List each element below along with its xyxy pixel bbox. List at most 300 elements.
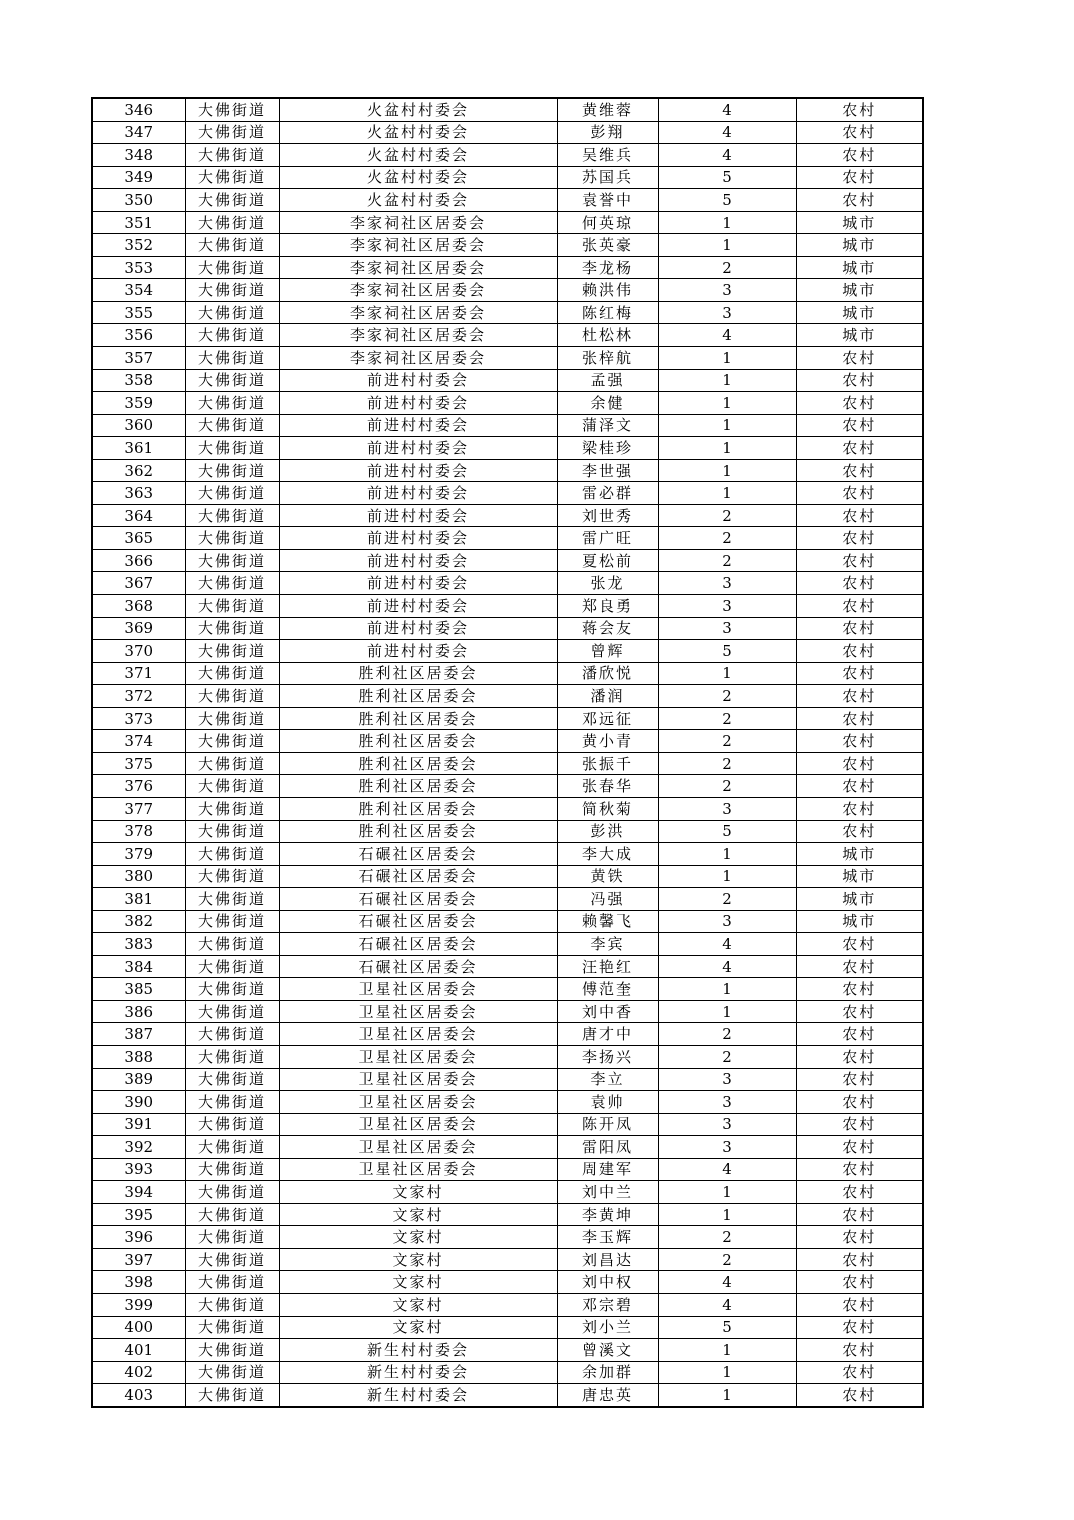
- name-cell: 李宾: [557, 933, 658, 956]
- level-cell: 3: [658, 1091, 796, 1114]
- street-cell: 大佛街道: [185, 617, 279, 640]
- committee-cell: 文家村: [279, 1181, 557, 1204]
- street-cell: 大佛街道: [185, 933, 279, 956]
- name-cell: 郑良勇: [557, 595, 658, 618]
- row-number-cell: 372: [92, 685, 185, 708]
- street-cell: 大佛街道: [185, 437, 279, 460]
- name-cell: 雷必群: [557, 482, 658, 505]
- committee-cell: 前进村村委会: [279, 482, 557, 505]
- committee-cell: 火盆村村委会: [279, 189, 557, 212]
- name-cell: 张龙: [557, 572, 658, 595]
- table-row: [92, 955, 923, 978]
- area-type-cell: 农村: [796, 527, 923, 550]
- table-row: [92, 121, 923, 144]
- committee-cell: 新生村村委会: [279, 1361, 557, 1384]
- level-cell: 1: [658, 843, 796, 866]
- committee-cell: 李家祠社区居委会: [279, 234, 557, 257]
- level-cell: 1: [658, 482, 796, 505]
- table-row: [92, 662, 923, 685]
- level-cell: 2: [658, 775, 796, 798]
- committee-cell: 李家祠社区居委会: [279, 256, 557, 279]
- name-cell: 潘润: [557, 685, 658, 708]
- level-cell: 5: [658, 1316, 796, 1339]
- row-number-cell: 369: [92, 617, 185, 640]
- level-cell: 2: [658, 752, 796, 775]
- street-cell: 大佛街道: [185, 910, 279, 933]
- area-type-cell: 城市: [796, 256, 923, 279]
- level-cell: 3: [658, 1068, 796, 1091]
- table-row: [92, 1271, 923, 1294]
- table-row: [92, 1181, 923, 1204]
- name-cell: 唐忠英: [557, 1384, 658, 1407]
- row-number-cell: 380: [92, 865, 185, 888]
- level-cell: 3: [658, 279, 796, 302]
- row-number-cell: 365: [92, 527, 185, 550]
- name-cell: 傅范奎: [557, 978, 658, 1001]
- row-number-cell: 390: [92, 1091, 185, 1114]
- street-cell: 大佛街道: [185, 1293, 279, 1316]
- committee-cell: 卫星社区居委会: [279, 1045, 557, 1068]
- area-type-cell: 农村: [796, 549, 923, 572]
- committee-cell: 李家祠社区居委会: [279, 347, 557, 370]
- row-number-cell: 375: [92, 752, 185, 775]
- table-row: [92, 324, 923, 347]
- area-type-cell: 农村: [796, 1068, 923, 1091]
- name-cell: 曾辉: [557, 640, 658, 663]
- street-cell: 大佛街道: [185, 166, 279, 189]
- street-cell: 大佛街道: [185, 685, 279, 708]
- row-number-cell: 355: [92, 301, 185, 324]
- area-type-cell: 农村: [796, 1023, 923, 1046]
- street-cell: 大佛街道: [185, 1000, 279, 1023]
- area-type-cell: 农村: [796, 414, 923, 437]
- table-row: [92, 978, 923, 1001]
- street-cell: 大佛街道: [185, 1068, 279, 1091]
- committee-cell: 卫星社区居委会: [279, 978, 557, 1001]
- name-cell: 张英豪: [557, 234, 658, 257]
- row-number-cell: 356: [92, 324, 185, 347]
- street-cell: 大佛街道: [185, 414, 279, 437]
- committee-cell: 卫星社区居委会: [279, 1000, 557, 1023]
- street-cell: 大佛街道: [185, 1023, 279, 1046]
- table-row: [92, 347, 923, 370]
- committee-cell: 石碾社区居委会: [279, 955, 557, 978]
- committee-cell: 火盆村村委会: [279, 144, 557, 167]
- level-cell: 4: [658, 933, 796, 956]
- committee-cell: 前进村村委会: [279, 527, 557, 550]
- name-cell: 雷广旺: [557, 527, 658, 550]
- area-type-cell: 农村: [796, 392, 923, 415]
- table-row: [92, 279, 923, 302]
- area-type-cell: 农村: [796, 730, 923, 753]
- level-cell: 4: [658, 1293, 796, 1316]
- table-row: [92, 189, 923, 212]
- table-row: [92, 1316, 923, 1339]
- name-cell: 张振千: [557, 752, 658, 775]
- committee-cell: 前进村村委会: [279, 414, 557, 437]
- level-cell: 3: [658, 617, 796, 640]
- street-cell: 大佛街道: [185, 482, 279, 505]
- table-row: [92, 211, 923, 234]
- row-number-cell: 348: [92, 144, 185, 167]
- street-cell: 大佛街道: [185, 820, 279, 843]
- table-row: [92, 459, 923, 482]
- name-cell: 唐才中: [557, 1023, 658, 1046]
- committee-cell: 前进村村委会: [279, 437, 557, 460]
- table-row: [92, 414, 923, 437]
- row-number-cell: 384: [92, 955, 185, 978]
- table-row: [92, 820, 923, 843]
- table-row: [92, 865, 923, 888]
- area-type-cell: 农村: [796, 707, 923, 730]
- committee-cell: 李家祠社区居委会: [279, 211, 557, 234]
- row-number-cell: 371: [92, 662, 185, 685]
- committee-cell: 胜利社区居委会: [279, 707, 557, 730]
- level-cell: 1: [658, 211, 796, 234]
- table-row: [92, 730, 923, 753]
- area-type-cell: 城市: [796, 324, 923, 347]
- committee-cell: 前进村村委会: [279, 504, 557, 527]
- name-cell: 陈红梅: [557, 301, 658, 324]
- committee-cell: 胜利社区居委会: [279, 730, 557, 753]
- street-cell: 大佛街道: [185, 1384, 279, 1407]
- table-row: [92, 933, 923, 956]
- name-cell: 汪艳红: [557, 955, 658, 978]
- level-cell: 3: [658, 910, 796, 933]
- table-row: [92, 1091, 923, 1114]
- name-cell: 黄小青: [557, 730, 658, 753]
- row-number-cell: 400: [92, 1316, 185, 1339]
- row-number-cell: 360: [92, 414, 185, 437]
- area-type-cell: 农村: [796, 1361, 923, 1384]
- level-cell: 5: [658, 166, 796, 189]
- table-row: [92, 482, 923, 505]
- level-cell: 2: [658, 888, 796, 911]
- level-cell: 1: [658, 1203, 796, 1226]
- table-row: [92, 1045, 923, 1068]
- committee-cell: 石碾社区居委会: [279, 910, 557, 933]
- street-cell: 大佛街道: [185, 1203, 279, 1226]
- row-number-cell: 346: [92, 98, 185, 121]
- name-cell: 袁帅: [557, 1091, 658, 1114]
- level-cell: 5: [658, 189, 796, 212]
- street-cell: 大佛街道: [185, 347, 279, 370]
- table-row: [92, 1248, 923, 1271]
- name-cell: 蒋会友: [557, 617, 658, 640]
- row-number-cell: 402: [92, 1361, 185, 1384]
- level-cell: 4: [658, 1158, 796, 1181]
- table-row: [92, 144, 923, 167]
- row-number-cell: 358: [92, 369, 185, 392]
- level-cell: 1: [658, 234, 796, 257]
- committee-cell: 火盆村村委会: [279, 121, 557, 144]
- street-cell: 大佛街道: [185, 98, 279, 121]
- committee-cell: 李家祠社区居委会: [279, 324, 557, 347]
- area-type-cell: 农村: [796, 1316, 923, 1339]
- name-cell: 余健: [557, 392, 658, 415]
- row-number-cell: 359: [92, 392, 185, 415]
- committee-cell: 石碾社区居委会: [279, 888, 557, 911]
- level-cell: 1: [658, 662, 796, 685]
- name-cell: 彭洪: [557, 820, 658, 843]
- table-row: [92, 617, 923, 640]
- name-cell: 刘世秀: [557, 504, 658, 527]
- street-cell: 大佛街道: [185, 1181, 279, 1204]
- name-cell: 李玉辉: [557, 1226, 658, 1249]
- name-cell: 杜松林: [557, 324, 658, 347]
- level-cell: 4: [658, 98, 796, 121]
- area-type-cell: 城市: [796, 843, 923, 866]
- street-cell: 大佛街道: [185, 595, 279, 618]
- level-cell: 1: [658, 1000, 796, 1023]
- committee-cell: 李家祠社区居委会: [279, 279, 557, 302]
- area-type-cell: 城市: [796, 910, 923, 933]
- table-row: [92, 504, 923, 527]
- row-number-cell: 399: [92, 1293, 185, 1316]
- name-cell: 李世强: [557, 459, 658, 482]
- committee-cell: 文家村: [279, 1316, 557, 1339]
- table-row: [92, 392, 923, 415]
- street-cell: 大佛街道: [185, 211, 279, 234]
- row-number-cell: 387: [92, 1023, 185, 1046]
- committee-cell: 胜利社区居委会: [279, 820, 557, 843]
- area-type-cell: 农村: [796, 437, 923, 460]
- committee-cell: 胜利社区居委会: [279, 752, 557, 775]
- name-cell: 梁桂珍: [557, 437, 658, 460]
- table-row: [92, 1203, 923, 1226]
- level-cell: 2: [658, 1226, 796, 1249]
- street-cell: 大佛街道: [185, 865, 279, 888]
- level-cell: 2: [658, 549, 796, 572]
- area-type-cell: 农村: [796, 752, 923, 775]
- area-type-cell: 农村: [796, 640, 923, 663]
- name-cell: 冯强: [557, 888, 658, 911]
- table-row: [92, 797, 923, 820]
- area-type-cell: 农村: [796, 482, 923, 505]
- name-cell: 袁誉中: [557, 189, 658, 212]
- table-row: [92, 843, 923, 866]
- area-type-cell: 城市: [796, 279, 923, 302]
- row-number-cell: 381: [92, 888, 185, 911]
- street-cell: 大佛街道: [185, 1316, 279, 1339]
- row-number-cell: 351: [92, 211, 185, 234]
- committee-cell: 李家祠社区居委会: [279, 301, 557, 324]
- street-cell: 大佛街道: [185, 888, 279, 911]
- level-cell: 1: [658, 369, 796, 392]
- level-cell: 3: [658, 301, 796, 324]
- level-cell: 1: [658, 1339, 796, 1362]
- level-cell: 1: [658, 865, 796, 888]
- row-number-cell: 361: [92, 437, 185, 460]
- name-cell: 李龙杨: [557, 256, 658, 279]
- table-row: [92, 1023, 923, 1046]
- level-cell: 3: [658, 572, 796, 595]
- table-row: [92, 685, 923, 708]
- committee-cell: 卫星社区居委会: [279, 1113, 557, 1136]
- row-number-cell: 397: [92, 1248, 185, 1271]
- area-type-cell: 农村: [796, 1339, 923, 1362]
- row-number-cell: 373: [92, 707, 185, 730]
- table-row: [92, 640, 923, 663]
- street-cell: 大佛街道: [185, 459, 279, 482]
- street-cell: 大佛街道: [185, 256, 279, 279]
- area-type-cell: 农村: [796, 797, 923, 820]
- street-cell: 大佛街道: [185, 1271, 279, 1294]
- area-type-cell: 农村: [796, 1271, 923, 1294]
- committee-cell: 前进村村委会: [279, 459, 557, 482]
- level-cell: 4: [658, 144, 796, 167]
- street-cell: 大佛街道: [185, 1091, 279, 1114]
- street-cell: 大佛街道: [185, 707, 279, 730]
- street-cell: 大佛街道: [185, 369, 279, 392]
- name-cell: 夏松前: [557, 549, 658, 572]
- level-cell: 3: [658, 1136, 796, 1159]
- table-row: [92, 549, 923, 572]
- committee-cell: 卫星社区居委会: [279, 1158, 557, 1181]
- area-type-cell: 农村: [796, 121, 923, 144]
- table-row: [92, 1158, 923, 1181]
- street-cell: 大佛街道: [185, 730, 279, 753]
- area-type-cell: 农村: [796, 1091, 923, 1114]
- area-type-cell: 农村: [796, 98, 923, 121]
- area-type-cell: 农村: [796, 617, 923, 640]
- table-row: [92, 888, 923, 911]
- name-cell: 苏国兵: [557, 166, 658, 189]
- level-cell: 5: [658, 820, 796, 843]
- level-cell: 3: [658, 797, 796, 820]
- row-number-cell: 395: [92, 1203, 185, 1226]
- table-row: [92, 234, 923, 257]
- street-cell: 大佛街道: [185, 797, 279, 820]
- committee-cell: 前进村村委会: [279, 595, 557, 618]
- row-number-cell: 362: [92, 459, 185, 482]
- name-cell: 雷阳凤: [557, 1136, 658, 1159]
- row-number-cell: 388: [92, 1045, 185, 1068]
- name-cell: 何英琼: [557, 211, 658, 234]
- table-row: [92, 752, 923, 775]
- name-cell: 刘中兰: [557, 1181, 658, 1204]
- row-number-cell: 352: [92, 234, 185, 257]
- committee-cell: 石碾社区居委会: [279, 865, 557, 888]
- table-row: [92, 775, 923, 798]
- committee-cell: 火盆村村委会: [279, 166, 557, 189]
- level-cell: 4: [658, 324, 796, 347]
- level-cell: 1: [658, 1384, 796, 1407]
- area-type-cell: 农村: [796, 820, 923, 843]
- name-cell: 潘欣悦: [557, 662, 658, 685]
- committee-cell: 新生村村委会: [279, 1339, 557, 1362]
- committee-cell: 前进村村委会: [279, 549, 557, 572]
- area-type-cell: 城市: [796, 211, 923, 234]
- committee-cell: 文家村: [279, 1203, 557, 1226]
- row-number-cell: 367: [92, 572, 185, 595]
- level-cell: 4: [658, 1271, 796, 1294]
- row-number-cell: 357: [92, 347, 185, 370]
- level-cell: 1: [658, 437, 796, 460]
- street-cell: 大佛街道: [185, 301, 279, 324]
- street-cell: 大佛街道: [185, 662, 279, 685]
- roster-table-body: [92, 98, 923, 1407]
- area-type-cell: 农村: [796, 978, 923, 1001]
- row-number-cell: 394: [92, 1181, 185, 1204]
- level-cell: 2: [658, 527, 796, 550]
- name-cell: 吴维兵: [557, 144, 658, 167]
- level-cell: 4: [658, 955, 796, 978]
- area-type-cell: 农村: [796, 595, 923, 618]
- committee-cell: 胜利社区居委会: [279, 775, 557, 798]
- area-type-cell: 农村: [796, 1158, 923, 1181]
- row-number-cell: 374: [92, 730, 185, 753]
- row-number-cell: 349: [92, 166, 185, 189]
- area-type-cell: 农村: [796, 572, 923, 595]
- area-type-cell: 城市: [796, 865, 923, 888]
- committee-cell: 火盆村村委会: [279, 98, 557, 121]
- name-cell: 黄维蓉: [557, 98, 658, 121]
- row-number-cell: 391: [92, 1113, 185, 1136]
- row-number-cell: 353: [92, 256, 185, 279]
- table-row: [92, 301, 923, 324]
- level-cell: 2: [658, 504, 796, 527]
- table-row: [92, 572, 923, 595]
- name-cell: 邓远征: [557, 707, 658, 730]
- committee-cell: 卫星社区居委会: [279, 1023, 557, 1046]
- table-row: [92, 1136, 923, 1159]
- table-row: [92, 1384, 923, 1407]
- level-cell: 2: [658, 1248, 796, 1271]
- area-type-cell: 农村: [796, 933, 923, 956]
- name-cell: 刘中香: [557, 1000, 658, 1023]
- area-type-cell: 农村: [796, 459, 923, 482]
- area-type-cell: 农村: [796, 955, 923, 978]
- name-cell: 简秋菊: [557, 797, 658, 820]
- row-number-cell: 383: [92, 933, 185, 956]
- level-cell: 1: [658, 978, 796, 1001]
- name-cell: 李立: [557, 1068, 658, 1091]
- committee-cell: 卫星社区居委会: [279, 1091, 557, 1114]
- level-cell: 3: [658, 595, 796, 618]
- table-row: [92, 527, 923, 550]
- level-cell: 2: [658, 1023, 796, 1046]
- area-type-cell: 农村: [796, 189, 923, 212]
- committee-cell: 石碾社区居委会: [279, 933, 557, 956]
- committee-cell: 文家村: [279, 1293, 557, 1316]
- row-number-cell: 398: [92, 1271, 185, 1294]
- committee-cell: 前进村村委会: [279, 392, 557, 415]
- street-cell: 大佛街道: [185, 752, 279, 775]
- table-row: [92, 437, 923, 460]
- level-cell: 4: [658, 121, 796, 144]
- area-type-cell: 农村: [796, 504, 923, 527]
- row-number-cell: 378: [92, 820, 185, 843]
- committee-cell: 卫星社区居委会: [279, 1068, 557, 1091]
- area-type-cell: 城市: [796, 301, 923, 324]
- row-number-cell: 385: [92, 978, 185, 1001]
- row-number-cell: 368: [92, 595, 185, 618]
- table-row: [92, 256, 923, 279]
- committee-cell: 前进村村委会: [279, 572, 557, 595]
- area-type-cell: 农村: [796, 1000, 923, 1023]
- street-cell: 大佛街道: [185, 1361, 279, 1384]
- row-number-cell: 396: [92, 1226, 185, 1249]
- level-cell: 1: [658, 414, 796, 437]
- street-cell: 大佛街道: [185, 144, 279, 167]
- committee-cell: 石碾社区居委会: [279, 843, 557, 866]
- name-cell: 孟强: [557, 369, 658, 392]
- committee-cell: 文家村: [279, 1271, 557, 1294]
- name-cell: 陈开凤: [557, 1113, 658, 1136]
- street-cell: 大佛街道: [185, 279, 279, 302]
- row-number-cell: 364: [92, 504, 185, 527]
